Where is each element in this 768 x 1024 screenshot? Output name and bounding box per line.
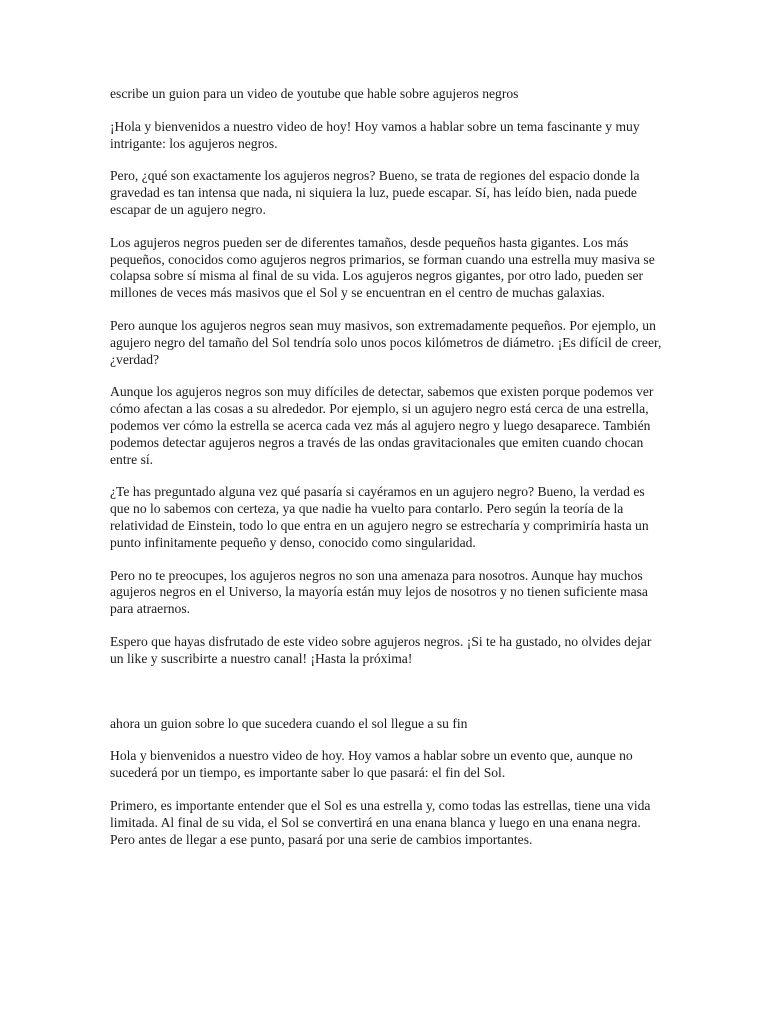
paragraph: Primero, es importante entender que el Sol es una estrella y, como todas las estrellas, tiene una vida limitada. Al final de su vida, el Sol se convertirá en una enana blanca y luego en una enana negra. Pero antes de llegar a ese punto, pasará por una serie de cambios importantes. <box>110 797 651 847</box>
paragraph: Los agujeros negros pueden ser de diferentes tamaños, desde pequeños hasta gigantes. Los más pequeños, conocidos como agujeros negros primarios, se forman cuando una estrella muy masiva se colapsa sobre sí misma al final de su vida. Los agujeros negros gigantes, por otro lado, pueden ser millones de veces más masivos que el Sol y se encuentran en el centro de muchas galaxias. <box>110 234 655 301</box>
paragraph: Aunque los agujeros negros son muy difíciles de detectar, sabemos que existen porque podemos ver cómo afectan a las cosas a su alrededor. Por ejemplo, si un agujero negro está cerca de una estrella, podemos ver cómo la estrella se acerca cada vez más al agujero negro y luego desaparece. También podemos detectar agujeros negros a través de las ondas gravitacionales que emiten cuando chocan entre sí. <box>110 384 654 467</box>
document-body <box>110 86 662 864</box>
paragraph: Pero, ¿qué son exactamente los agujeros negros? Bueno, se trata de regiones del espacio donde la gravedad es tan intensa que nada, ni siquiera la luz, puede escapar. Sí, has leído bien, nada puede escapar de un agujero negro. <box>110 168 640 217</box>
paragraph: Espero que hayas disfrutado de este video sobre agujeros negros. ¡Si te ha gustado, no olvides dejar un like y suscribirte a nuestro canal! ¡Hasta la próxima! <box>110 633 652 666</box>
paragraph: ¿Te has preguntado alguna vez qué pasaría si cayéramos en un agujero negro? Bueno, la verdad es que no lo sabemos con certeza, ya que nadie ha vuelto para contarlo. Pero según la teoría de la relatividad de Einstein, todo lo que entra en un agujero negro se estrecharía y comprimiría hasta un punto infinitamente pequeño y denso, conocido como singularidad. <box>110 484 649 550</box>
prompt-black-holes: escribe un guion para un video de youtube que hable sobre agujeros negros <box>110 86 519 101</box>
paragraph: Pero no te preocupes, los agujeros negros no son una amenaza para nosotros. Aunque hay muchos agujeros negros en el Universo, la mayoría están muy lejos de nosotros y no tienen suficiente masa para atraernos. <box>110 567 648 617</box>
paragraph: ¡Hola y bienvenidos a nuestro video de hoy! Hoy vamos a hablar sobre un tema fascinante y muy intrigante: los agujeros negros. <box>110 118 640 151</box>
section-gap <box>110 684 662 716</box>
paragraph: Pero aunque los agujeros negros sean muy masivos, son extremadamente pequeños. Por ejemplo, un agujero negro del tamaño del Sol tendría solo unos pocos kilómetros de diámetro. ¡Es difícil de creer, ¿verdad? <box>110 317 662 367</box>
paragraph: Hola y bienvenidos a nuestro video de hoy. Hoy vamos a hablar sobre un evento que, aunque no sucederá por un tiempo, es importante saber lo que pasará: el fin del Sol. <box>110 748 633 781</box>
prompt-sun-end: ahora un guion sobre lo que sucedera cuando el sol llegue a su fin <box>110 715 468 731</box>
